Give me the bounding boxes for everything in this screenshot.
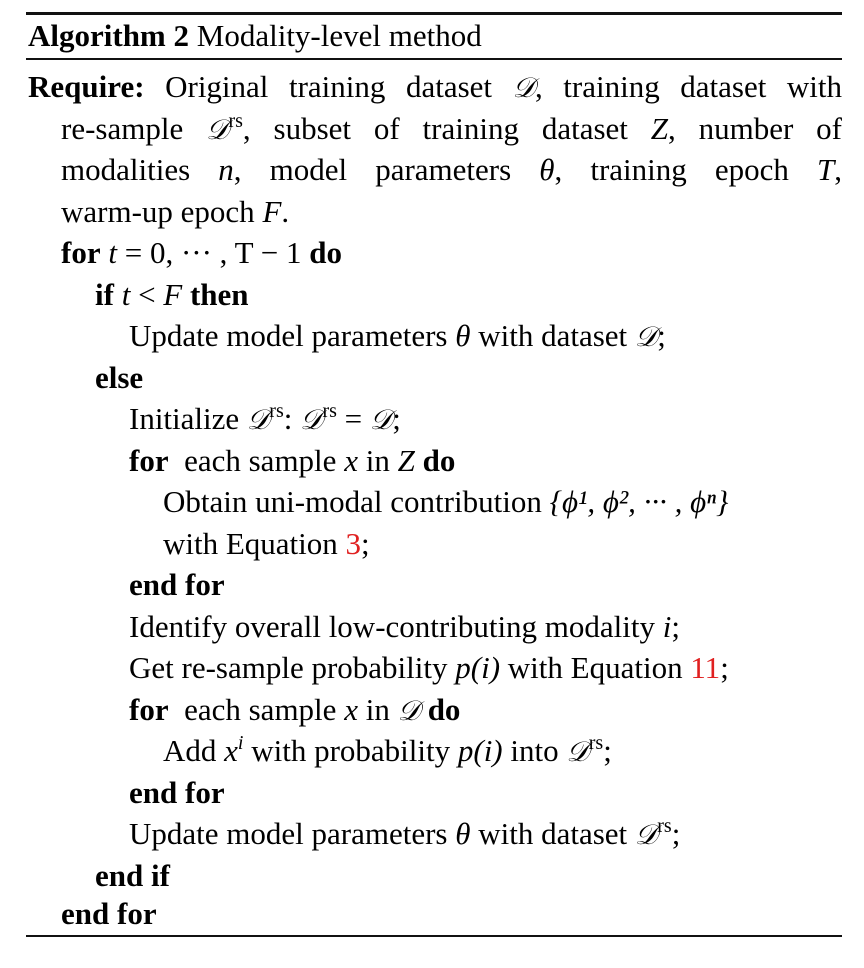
else-line: else: [95, 359, 144, 395]
require-line-4: warm-up epoch F.: [61, 193, 290, 229]
end-if-line: end if: [95, 857, 170, 893]
require-line-1: Require: Original training dataset 𝒟, training dataset with: [28, 69, 843, 104]
require-line-2: re-sample 𝒟$^{rs}$, subset of training dataset Z, number of: [61, 109, 842, 146]
with-equation-3-line: with Equation 3;: [163, 525, 370, 561]
bottom-rule: [26, 935, 842, 937]
obtain-contribution-line: Obtain uni-modal contribution {ϕ¹, ϕ², ··· , ϕⁿ}: [163, 484, 729, 519]
algorithm-label: Algorithm 2: [28, 18, 190, 53]
for-sample-D-line: for each sample x in 𝒟 do: [129, 691, 461, 727]
algorithm-name: Modality-level method: [196, 18, 482, 53]
update-with-D-line: Update model parameters θ with dataset 𝒟;: [129, 318, 666, 353]
update-with-Drs-line: Update model parameters θ with dataset 𝒟$^{rs}$;: [129, 815, 681, 851]
require-line-3: modalities n, model parameters θ, training epoch T,: [61, 152, 843, 187]
if-line: if t < F then: [95, 276, 249, 312]
equation-11-link[interactable]: 11: [690, 650, 721, 685]
for-sample-Z-line: for each sample x in Z do: [129, 442, 456, 478]
for-epoch-line: for t = 0, ··· , T − 1 do: [61, 235, 342, 270]
end-for-inner-1: end for: [129, 567, 225, 602]
initialize-line: Initialize 𝒟$^{rs}$: 𝒟$^{rs}$ = 𝒟;: [129, 400, 401, 436]
require-keyword: Require:: [28, 69, 145, 104]
algorithm-title: [28, 14, 482, 58]
equation-3-link[interactable]: 3: [345, 525, 362, 561]
add-sample-line: Add $x^i$ with probability p(i) into 𝒟$^{rs}$;: [163, 732, 612, 768]
end-for-inner-2: end for: [129, 774, 225, 810]
end-for-outer: end for: [61, 896, 157, 931]
title-rule: [26, 58, 842, 60]
identify-line: Identify overall low-contributing modality i;: [129, 608, 681, 644]
get-probability-line: Get re-sample probability p(i) with Equation 11;: [129, 650, 729, 685]
